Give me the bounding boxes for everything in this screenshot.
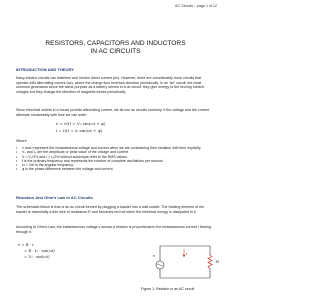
voltage-label: v (153, 253, 156, 258)
where-label: Where (16, 139, 27, 143)
ohm-eq-line-2: = R · I₀ · sin(ωt) (24, 248, 55, 253)
resistor-circuit-diagram (154, 242, 220, 282)
ohm-eq-line-3: = V₀ · sin(ωt) (24, 254, 50, 259)
title-line-1: RESISTORS, CAPACITORS AND INDUCTORS (45, 40, 186, 47)
intro-paragraph-1: Many electric circuits use batteries and involve direct current (dc). However, there are considerably more circuits that operate with alternating current (ac), where the charge flow reverses direction periodically. In an “ac” circuit, the most common generators serve the same purpose as a battery serves in a dc circuit; they give energy to the moving electric charges but they change the direction of magnetic forces periodically. (16, 76, 205, 94)
page-header: AC Circuits – page 1 of 12 (175, 4, 217, 8)
resistor-icon (208, 255, 212, 269)
current-label: i (186, 251, 188, 256)
bottom-wire (160, 268, 210, 278)
current-equation: i = i(t) = I₀ sin(ωt + φ) (56, 128, 103, 133)
ohm-paragraph-1: The schematic below is that of an ac circuit formed by plugging a toaster into a wall socket. The heating element of the toaster is essentially a thin wire of resistance R and becomes red hot when the electrical energy is dissipated in it. (16, 205, 205, 214)
list-item: • ω = 2πf is the angular frequency. (16, 163, 216, 167)
list-item: • f is the ordinary frequency and represents the number of complete oscillations per second (16, 159, 216, 163)
definitions-list (16, 146, 216, 172)
list-item: • V = V₀/2½ and I = I₀/2½ without subscripts refer to the RMS values. (16, 155, 216, 159)
list-item: • φ is the phase difference between the voltage and current. (16, 167, 216, 171)
intro-heading: INTRODUCTION AND THEORY (16, 67, 74, 72)
top-wire (160, 246, 210, 262)
page-title (0, 40, 231, 56)
current-arrow-head-icon (183, 255, 186, 258)
title-line-2: IN AC CIRCUITS (90, 48, 141, 55)
ohm-equations (18, 242, 73, 260)
voltage-equation: v = v(t) = V₀ sin(ωt + φ) (56, 121, 106, 126)
ohm-paragraph-2: According to Ohm’s Law, the instantaneous voltage v across a resistor is proportional to the instantaneous current i flowing through it. (16, 225, 211, 234)
resistor-label: R (216, 259, 220, 264)
intro-paragraph-2: Since electrical outlets in a house provide alternating current, we all use ac circuits routinely. If the voltage and the current alternate sinusoidally with time we can write: (16, 108, 210, 117)
ohm-heading: Resistors And Ohm’s Law In AC Circuits (16, 195, 93, 200)
figure-caption: Figure 1: Resistor in an AC circuit (141, 287, 195, 291)
list-item: • V₀ and I₀ are the amplitude or peak value of the voltage and current (16, 150, 216, 154)
ohm-eq-line-1: v = R · i (18, 242, 34, 247)
list-item: • v and i represent the instantaneous voltage and current when we are considering their variation with time explicitly (16, 146, 216, 150)
